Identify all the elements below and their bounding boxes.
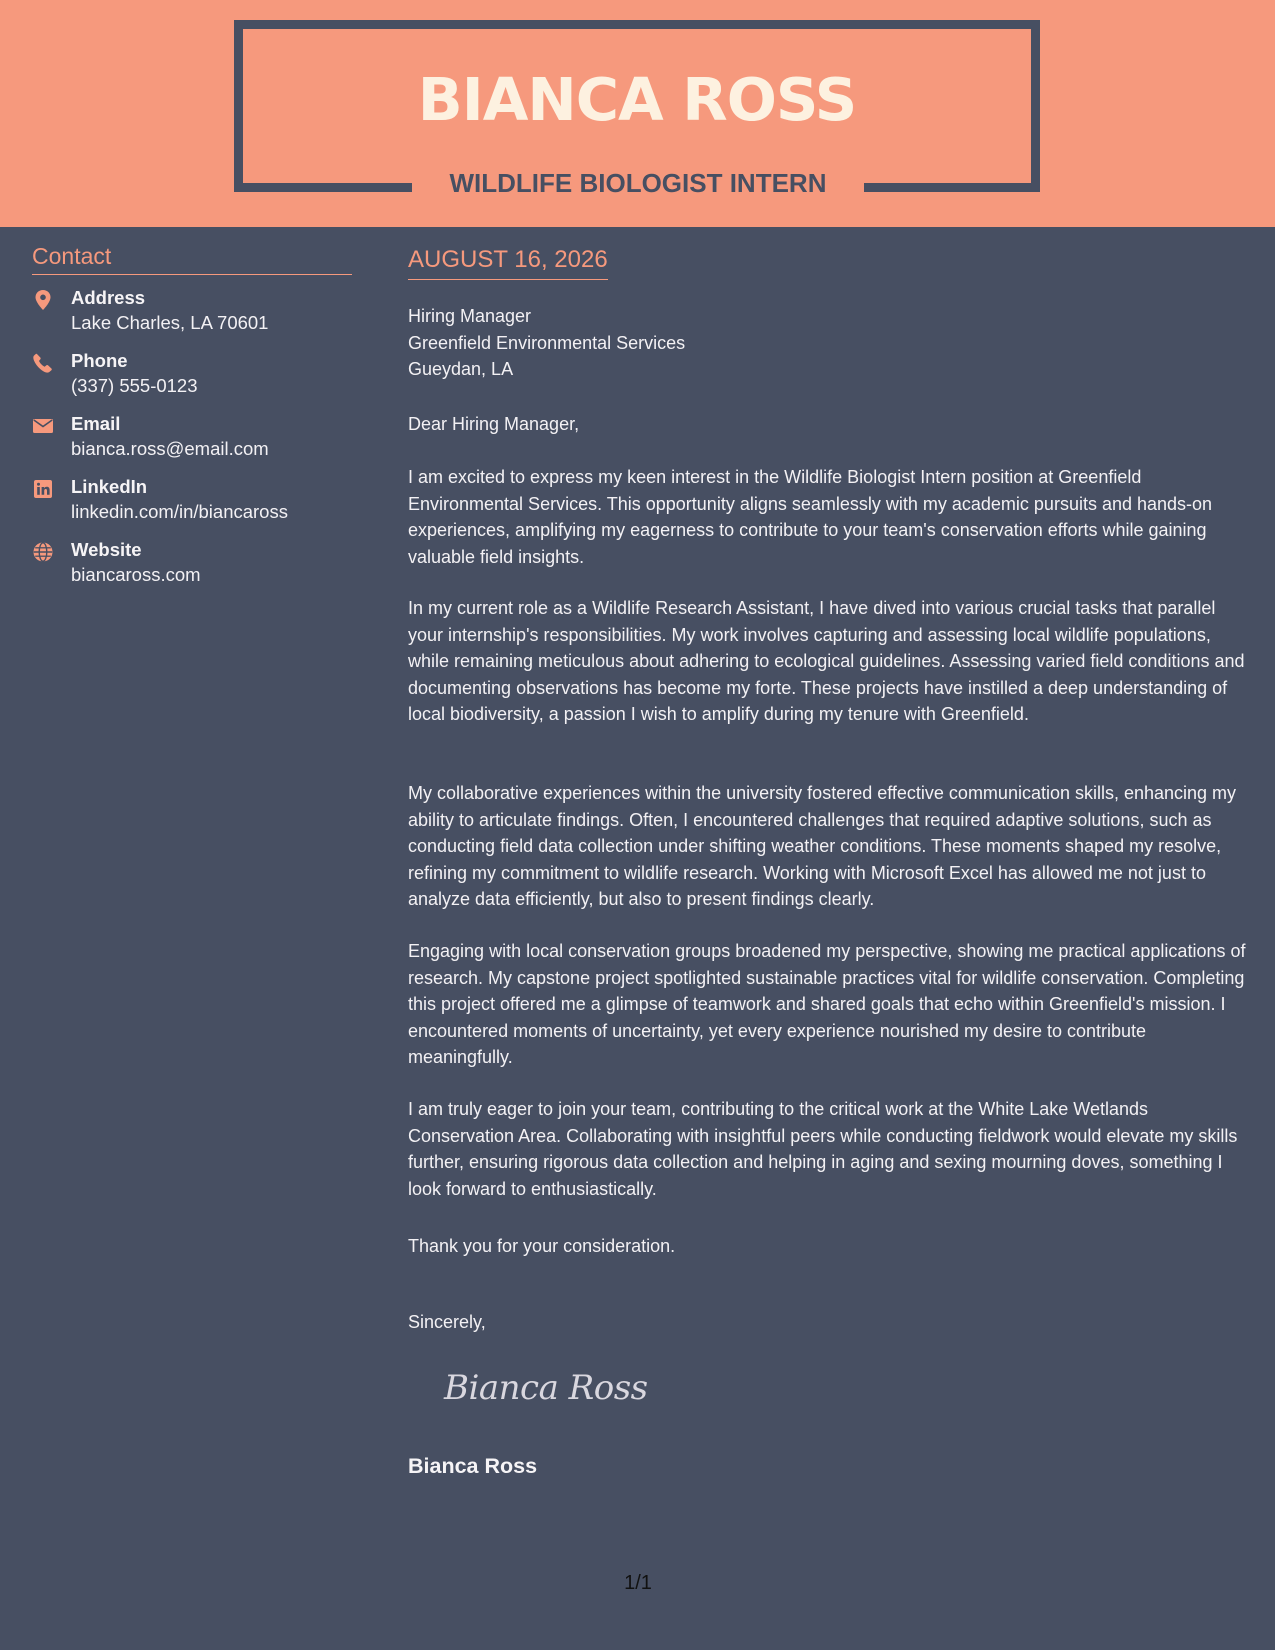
phone-icon [32,352,54,374]
linkedin-icon [32,478,54,500]
recipient-line: Greenfield Environmental Services [408,332,686,353]
recipient-block [408,303,685,383]
handwritten-signature: Bianca Ross [444,1368,648,1408]
phone-value: (337) 555-0123 [71,375,198,396]
header-frame-top [234,20,1040,29]
letter-date: AUGUST 16, 2026 [408,244,608,280]
contact-label: LinkedIn [71,476,148,497]
email-value: bianca.ross@email.com [71,438,269,459]
contact-label: Address [71,287,146,308]
header-frame-bottom-right [864,183,1040,192]
page-number: 1/1 [624,1572,652,1594]
location-pin-icon [32,289,54,311]
recipient-line: Gueydan, LA [408,359,514,379]
header-banner [0,0,1275,227]
header-frame-bottom-left [234,183,412,192]
contact-heading: Contact [32,240,352,275]
applicant-name: BIANCA ROSS [417,65,857,134]
address-value: Lake Charles, LA 70601 [71,312,269,333]
contact-label: Phone [71,350,128,371]
contact-label: Website [71,539,142,560]
body-paragraph: I am excited to express my keen interest in the Wildlife Biologist Intern position at Greenfield Environmental Services. This opportunity aligns seamlessly with my academic pursuits and hands-on experiences, amplifying my eagerness to contribute to your team's conservation efforts while gaining valuable field insights. [408,467,1213,567]
linkedin-value: linkedin.com/in/biancaross [71,501,288,522]
globe-icon [32,541,54,563]
body-paragraph: I am truly eager to join your team, contributing to the critical work at the White Lake Wetlands Conservation Area. Collaborating with insightful peers while conducting fieldwork would elevate my skills further, ensuring rigorous data collection and helping in aging and sexing mourning doves, something I look forward to enthusiastically. [408,1099,1238,1199]
recipient-line: Hiring Manager [408,306,532,326]
body-paragraph: My collaborative experiences within the university fostered effective communication skills, enhancing my ability to articulate findings. Often, I encountered challenges that required adaptive solutions, such as conducting field data collection under shifting weather conditions. These moments shaped my resolve, refining my commitment to wildlife research. Working with Microsoft Excel has allowed me not just to analyze data efficiently, but also to present findings clearly. [408,783,1237,909]
job-title: WILDLIFE BIOLOGIST INTERN [449,168,827,198]
website-value: biancaross.com [71,564,201,585]
closing-line: Thank you for your consideration. [408,1236,676,1256]
envelope-icon [32,415,54,437]
contact-label: Email [71,413,121,434]
salutation: Dear Hiring Manager, [408,414,580,434]
signoff: Sincerely, [408,1312,486,1332]
body-paragraph: In my current role as a Wildlife Research Assistant, I have dived into various crucial tasks that parallel your internship's responsibilities. My work involves capturing and assessing local wildlife populations, while remaining meticulous about adhering to ecological guidelines. Assessing varied field conditions and documenting observations has become my forte. These projects have instilled a deep understanding of local biodiversity, a passion I wish to amplify during my tenure with Greenfield. [408,598,1245,724]
body-paragraph: Engaging with local conservation groups broadened my perspective, showing me practical applications of research. My capstone project spotlighted sustainable practices vital for wildlife conservation. Completing this project offered me a glimpse of teamwork and shared goals that echo within Greenfield's mission. I encountered moments of uncertainty, yet every experience nourished my desire to contribute meaningfully. [408,941,1246,1067]
signer-name: Bianca Ross [408,1454,538,1478]
header-frame-right [1031,20,1040,192]
header-frame-left [234,20,243,192]
